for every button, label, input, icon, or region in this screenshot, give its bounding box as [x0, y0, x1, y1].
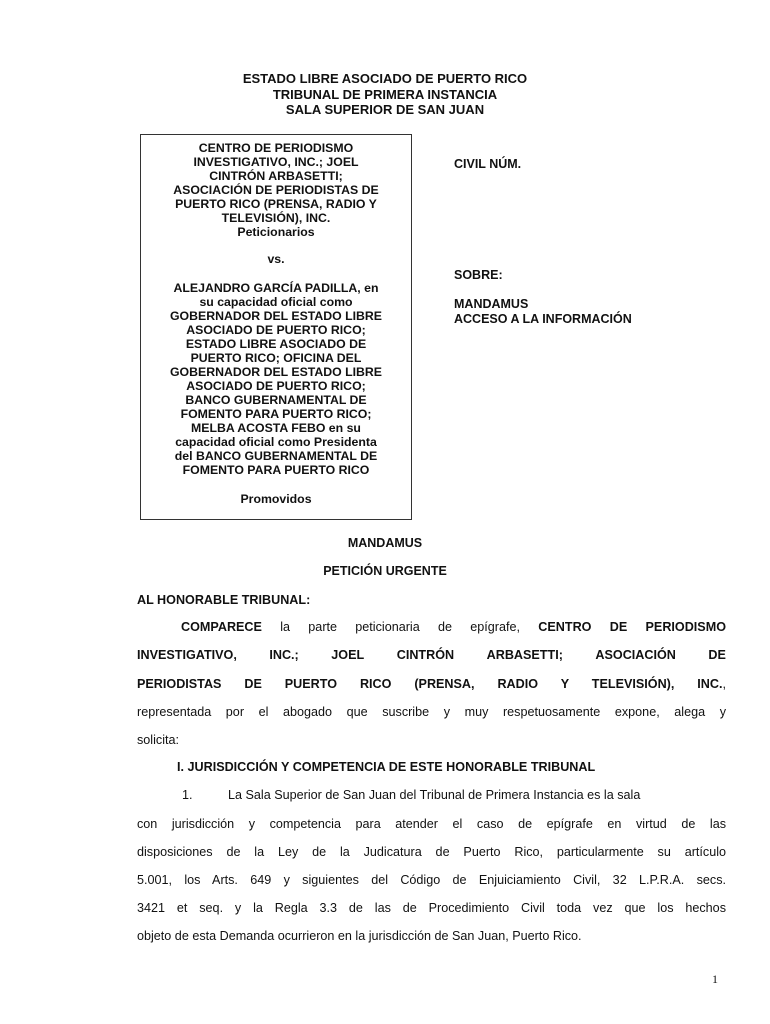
document-title: MANDAMUS	[347, 536, 423, 550]
court-header-line: ESTADO LIBRE ASOCIADO DE PUERTO RICO	[242, 71, 528, 86]
section-heading: I. JURISDICCIÓN Y COMPETENCIA DE ESTE HONORABLE TRIBUNAL	[177, 760, 596, 774]
respondent-line: FOMENTO PARA PUERTO RICO;	[180, 407, 372, 421]
intro-line-5: solicita:	[137, 733, 179, 747]
respondents-block	[141, 281, 411, 477]
respondent-line: ALEJANDRO GARCÍA PADILLA, en	[173, 281, 379, 295]
intro-line-4: representada por el abogado que suscribe y muy respetuosamente expone, alega y	[137, 705, 726, 719]
versus-text: vs.	[267, 252, 285, 266]
paragraph-1-line-5: 3421 et seq. y la Regla 3.3 de las de Procedimiento Civil toda vez que los hechos	[137, 901, 726, 915]
intro-word: DE	[708, 648, 726, 662]
intro-word: INC.;	[269, 648, 299, 662]
intro-word: ARBASETTI;	[486, 648, 563, 662]
intro-word: ASOCIACIÓN	[595, 648, 676, 662]
intro-word: JOEL	[331, 648, 365, 662]
paragraph-text: La Sala Superior de San Juan del Tribunal de Primera Instancia es la sala	[228, 788, 641, 802]
respondents-label-block	[141, 492, 411, 506]
case-subject	[454, 297, 632, 327]
case-subject-line: MANDAMUS	[454, 297, 529, 311]
petitioners-label: Peticionarios	[237, 225, 315, 239]
court-header-line: TRIBUNAL DE PRIMERA INSTANCIA	[272, 86, 498, 102]
versus-label	[141, 252, 411, 266]
paragraph-1-line-4: 5.001, los Arts. 649 y siguientes del Código de Enjuiciamiento Civil, 32 L.P.R.A. secs.	[137, 873, 726, 887]
case-subject-line: ACCESO A LA INFORMACIÓN	[454, 312, 632, 326]
intro-word: INVESTIGATIVO,	[137, 648, 237, 662]
petitioner-name-bold: PERIODISTAS DE PUERTO RICO (PRENSA, RADIO Y TELEVISIÓN), INC.	[137, 677, 723, 691]
petitioner-line: TELEVISIÓN), INC.	[221, 211, 331, 225]
intro-line-1	[137, 620, 726, 635]
case-caption-box	[140, 134, 412, 520]
intro-word: CINTRÓN	[396, 648, 455, 662]
petitioner-line: INVESTIGATIVO, INC.; JOEL	[193, 155, 359, 169]
court-header	[0, 71, 770, 118]
respondent-line: GOBERNADOR DEL ESTADO LIBRE	[169, 365, 383, 379]
respondent-line: ASOCIADO DE PUERTO RICO;	[186, 379, 366, 393]
petitioner-line: CINTRÓN ARBASETTI;	[209, 169, 343, 183]
respondent-line: GOBERNADOR DEL ESTADO LIBRE	[169, 309, 383, 323]
paragraph-1-line-6: objeto de esta Demanda ocurrieron en la jurisdicción de San Juan, Puerto Rico.	[137, 929, 582, 943]
respondents-label: Promovidos	[240, 492, 312, 506]
salutation: AL HONORABLE TRIBUNAL:	[137, 593, 311, 607]
intro-text: ,	[722, 677, 726, 691]
respondent-line: FOMENTO PARA PUERTO RICO	[182, 463, 370, 477]
petitioner-line: PUERTO RICO (PRENSA, RADIO Y	[175, 197, 377, 211]
comparece-word: COMPARECE	[181, 620, 262, 634]
paragraph-1-line-3: disposiciones de la Ley de la Judicatura de Puerto Rico, particularmente su artículo	[137, 845, 726, 859]
paragraph-1-line-2: con jurisdicción y competencia para atender el caso de epígrafe en virtud de las	[137, 817, 726, 831]
paragraph-number: 1.	[182, 788, 193, 802]
respondent-line: ESTADO LIBRE ASOCIADO DE	[185, 337, 367, 351]
sobre-label	[454, 268, 503, 283]
respondent-line: PUERTO RICO; OFICINA DEL	[190, 351, 362, 365]
petitioner-line: ASOCIACIÓN DE PERIODISTAS DE	[173, 183, 379, 197]
paragraph-1-line-1	[137, 788, 726, 803]
respondent-line: capacidad oficial como Presidenta	[175, 435, 377, 449]
page-number: 1	[712, 972, 718, 986]
respondent-line: ASOCIADO DE PUERTO RICO;	[186, 323, 366, 337]
petitioners-block	[141, 141, 411, 239]
court-header-line: SALA SUPERIOR DE SAN JUAN	[285, 102, 485, 117]
intro-text: la parte peticionaria de epígrafe,	[261, 620, 539, 634]
document-subtitle: PETICIÓN URGENTE	[323, 564, 447, 578]
civil-number-label	[454, 157, 521, 172]
intro-line-3	[137, 677, 726, 692]
respondent-line: del BANCO GUBERNAMENTAL DE	[174, 449, 378, 463]
respondent-line: su capacidad oficial como	[199, 295, 353, 309]
intro-line-2	[137, 648, 726, 663]
petitioner-name-bold: CENTRO DE PERIODISMO	[538, 620, 726, 634]
civil-number-text: CIVIL NÚM.	[454, 157, 522, 171]
respondent-line: MELBA ACOSTA FEBO en su	[191, 421, 361, 435]
petitioner-line: CENTRO DE PERIODISMO	[198, 141, 354, 155]
sobre-text: SOBRE:	[454, 268, 503, 282]
respondent-line: BANCO GUBERNAMENTAL DE	[185, 393, 367, 407]
